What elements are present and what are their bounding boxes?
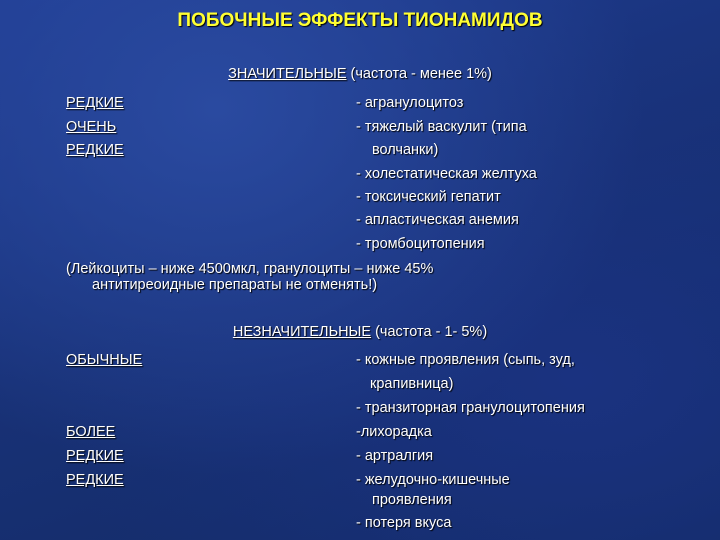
section-heading-frequency: (частота - 1- 5%) — [371, 324, 488, 340]
list-item — [0, 142, 720, 166]
effect-text: - транзиторная гранулоцитопения — [356, 400, 585, 416]
list-item — [0, 212, 720, 236]
section-heading-significant — [0, 66, 720, 82]
list-item — [0, 119, 720, 143]
frequency-label: РЕДКИЕ — [66, 472, 124, 488]
leukocyte-note — [66, 261, 666, 293]
effect-text: - кожные проявления (сыпь, зуд, — [356, 352, 575, 368]
section-heading-label: НЕЗНАЧИТЕЛЬНЫЕ — [232, 324, 372, 340]
frequency-label: РЕДКИЕ — [66, 448, 124, 464]
section-heading-label: ЗНАЧИТЕЛЬНЫЕ — [228, 66, 347, 82]
list-item — [0, 448, 720, 472]
effect-text: проявления — [372, 492, 452, 508]
note-line: (Лейкоциты – ниже 4500мкл, гранулоциты – ниже 45% — [66, 261, 434, 277]
list-item — [0, 492, 720, 516]
list-item — [0, 236, 720, 260]
list-item — [0, 376, 720, 400]
list-item — [0, 95, 720, 119]
note-line: антитиреоидные препараты не отменять!) — [92, 277, 378, 293]
effect-text: - холестатическая желтуха — [356, 166, 537, 182]
effect-text: - тяжелый васкулит (типа — [356, 119, 527, 135]
list-item — [0, 424, 720, 448]
effect-text: - тромбоцитопения — [356, 236, 485, 252]
frequency-label: РЕДКИЕ — [66, 142, 124, 158]
effect-text: крапивница) — [370, 376, 454, 392]
section-heading-frequency: (частота - менее 1%) — [346, 66, 492, 82]
effect-text: -лихорадка — [356, 424, 432, 440]
effect-text: - агранулоцитоз — [356, 95, 464, 111]
list-item — [0, 515, 720, 539]
effect-text: волчанки) — [372, 142, 439, 158]
list-item — [0, 400, 720, 424]
frequency-label: ОЧЕНЬ — [66, 119, 117, 135]
frequency-label: БОЛЕЕ — [66, 424, 116, 440]
effect-text: - потеря вкуса — [356, 515, 452, 531]
frequency-label: РЕДКИЕ — [66, 95, 124, 111]
effect-text: - артралгия — [356, 448, 434, 464]
list-item — [0, 189, 720, 213]
section-heading-minor — [0, 324, 720, 340]
effect-text: - токсический гепатит — [356, 189, 501, 205]
effect-text: - апластическая анемия — [356, 212, 519, 228]
slide-title: ПОБОЧНЫЕ ЭФФЕКТЫ ТИОНАМИДОВ — [177, 10, 543, 31]
list-item — [0, 352, 720, 376]
frequency-label: ОБЫЧНЫЕ — [66, 352, 143, 368]
effect-text: - желудочно-кишечные — [356, 472, 510, 488]
list-item — [0, 166, 720, 190]
